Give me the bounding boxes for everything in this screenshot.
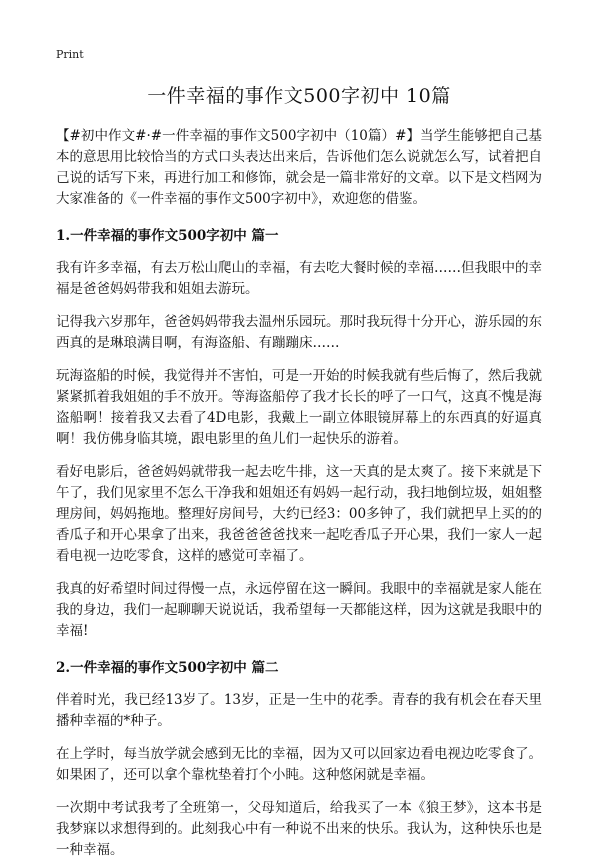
print-label: Print (56, 48, 84, 61)
section-1-paragraph: 玩海盗船的时候，我觉得并不害怕，可是一开始的时候我就有些后悔了，然后我就紧紧抓着我姐姐的手不放开。等海盗船停了我才长长的呼了一口气，这真不愧是海盗船啊！接着我又去看了4D电影，我戴上一副立体眼镜屏幕上的东西真的好逼真啊！我仿佛身临其境，跟电影里的鱼儿们一起快乐的游着。 (56, 368, 542, 447)
section-heading-2: 2.一件幸福的事作文500字初中 篇二 (56, 660, 279, 676)
section-1-paragraph: 我有许多幸福，有去万松山爬山的幸福，有去吃大餐时候的幸福……但我眼中的幸福是爸爸妈妈带我和姐姐去游玩。 (56, 260, 542, 297)
intro-paragraph: 【#初中作文#·#一件幸福的事作文500字初中（10篇）#】当学生能够把自己基本的意思用比较恰当的方式口头表达出来后，告诉他们怎么说就怎么写，试着把自己说的话写下来，再进行加工和修饰，就会是一篇非常好的文章。以下是文档网为大家准备的《一件幸福的事作文500字初中》，欢迎您的借鉴。 (56, 128, 542, 207)
section-1-paragraph: 我真的好希望时间过得慢一点，永远停留在这一瞬间。我眼中的幸福就是家人能在我的身边，我们一起聊聊天说说话，我希望每一天都能这样，因为这就是我眼中的幸福! (56, 581, 542, 639)
section-1-paragraph: 看好电影后，爸爸妈妈就带我一起去吃牛排，这一天真的是太爽了。接下来就是下午了，我们见家里不怎么干净我和姐姐还有妈妈一起行动，我扫地倒垃圾，姐姐整理房间，妈妈拖地。整理好房间号，大约已经3：00多钟了，我们就把早上买的的香瓜子和开心果拿了出来，我爸爸爸爸找来一起吃香瓜子开心果，我们一家人一起看电视一边吃零食，这样的感觉可幸福了。 (56, 464, 542, 564)
section-heading-1: 1.一件幸福的事作文500字初中 篇一 (56, 228, 279, 244)
section-2-paragraph: 在上学时，每当放学就会感到无比的幸福，因为又可以回家边看电视边吃零食了。如果困了，还可以拿个靠枕垫着打个小盹。这种悠闲就是幸福。 (56, 746, 542, 783)
section-2-paragraph: 伴着时光，我已经13岁了。13岁，正是一生中的花季。青春的我有机会在春天里播种幸福的*种子。 (56, 692, 542, 729)
section-2-paragraph: 一次期中考试我考了全班第一，父母知道后，给我买了一本《狼王梦》，这本书是我梦寐以求想得到的。此刻我心中有一种说不出来的快乐。我认为，这种快乐也是一种幸福。 (56, 800, 542, 858)
document-title: 一件幸福的事作文500字初中 10篇 (147, 85, 451, 107)
section-1-paragraph: 记得我六岁那年，爸爸妈妈带我去温州乐园玩。那时我玩得十分开心，游乐园的东西真的是琳琅满目啊，有海盗船、有蹦蹦床…… (56, 314, 542, 351)
